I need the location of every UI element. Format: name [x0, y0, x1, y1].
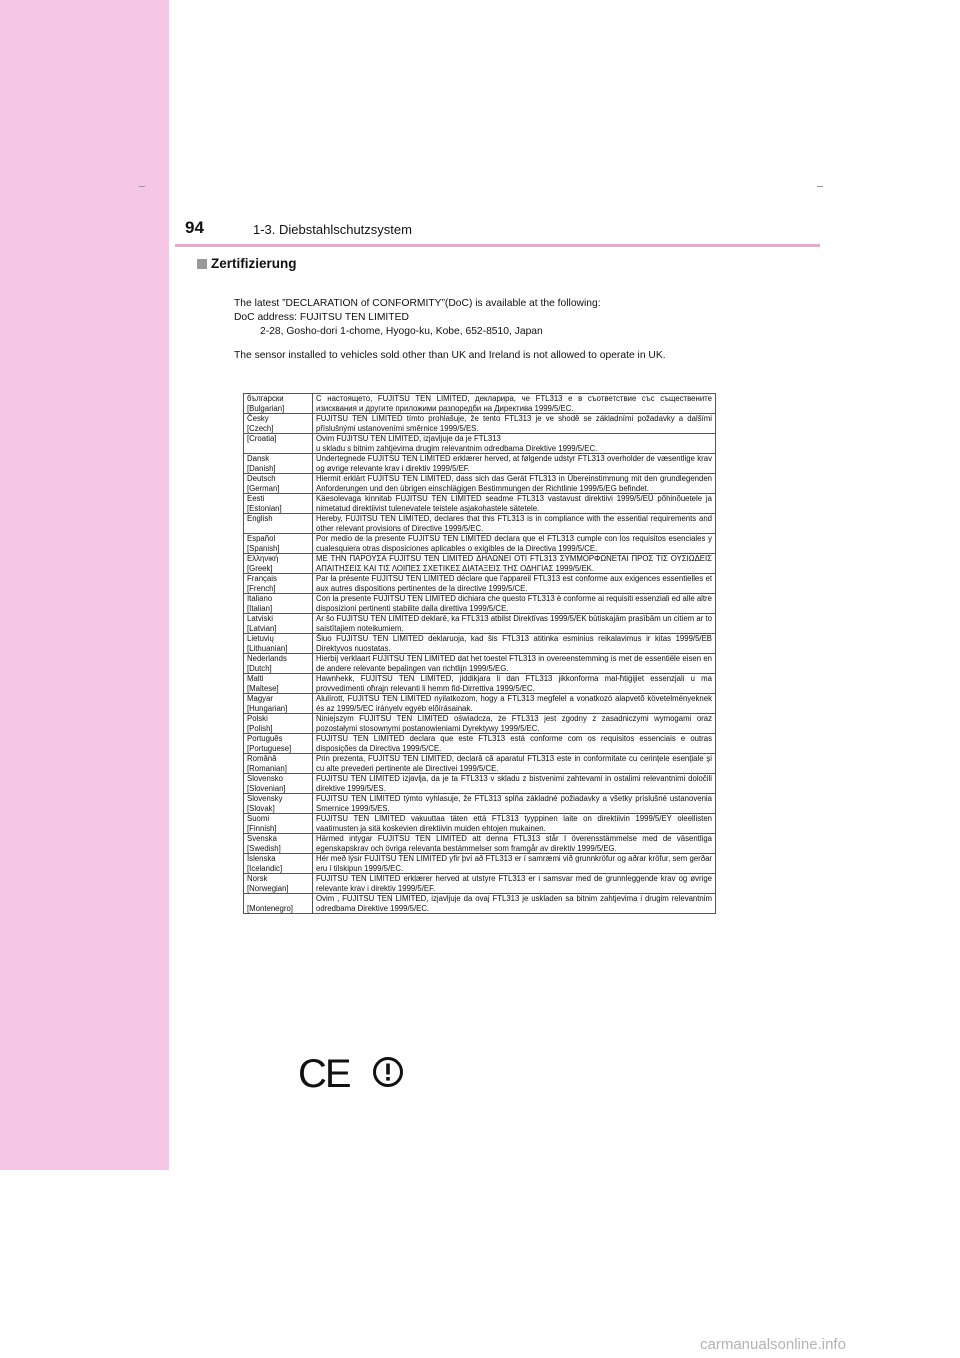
declaration-text-cell: Niniejszym FUJITSU TEN LIMITED oświadcza, że FTL313 jest zgodny z zasadniczymi wymogami oraz pozostałymi stosownymi postanowieniami Dyrektywy 1999/5/EC. — [313, 714, 716, 734]
language-cell: Nederlands [Dutch] — [244, 654, 313, 674]
declaration-text-cell: Šiuo FUJITSU TEN LIMITED deklaruoja, kad šis FTL313 atitinka esminius reikalavimus ir kitas 1999/5/EB Direktyvos nuostatas. — [313, 634, 716, 654]
declaration-text-cell: Hiermit erklärt FUJITSU TEN LIMITED, dass sich das Gerät FTL313 in Übereinstimmung mit den grundlegenden Anforderungen und den übrigen einschlägigen Bestimmungen der Richtlinie 1999/5/EG befindet. — [313, 474, 716, 494]
table-row — [244, 574, 716, 594]
table-row — [244, 434, 716, 454]
table-row — [244, 514, 716, 534]
declaration-text-cell: Ovim FUJITSU TEN LIMITED, izjavljuje da je FTL313 u skladu s bitnim zahtjevima drugim relevantnim odredbama Direktive 1999/5/EC. — [313, 434, 716, 454]
table-row — [244, 814, 716, 834]
language-cell: Polski [Polish] — [244, 714, 313, 734]
table-row — [244, 774, 716, 794]
ce-mark: CE — [298, 1052, 350, 1096]
language-cell: [Montenegro] — [244, 894, 313, 914]
declaration-text-cell: FUJITSU TEN LIMITED izjavlja, da je ta FTL313 v skladu z bistvenimi zahtevami in ostalimi relevantnimi določili direktive 1999/5/ES. — [313, 774, 716, 794]
alert-circle-icon — [372, 1056, 404, 1093]
table-row — [244, 674, 716, 694]
doc-address: DoC address: FUJITSU TEN LIMITED — [234, 312, 409, 323]
language-cell: Suomi [Finnish] — [244, 814, 313, 834]
language-cell: Português [Portuguese] — [244, 734, 313, 754]
language-cell: English — [244, 514, 313, 534]
language-cell: Italiano [Italian] — [244, 594, 313, 614]
table-row — [244, 474, 716, 494]
table-row — [244, 394, 716, 414]
table-row — [244, 854, 716, 874]
side-tab-bar — [0, 0, 169, 1170]
declarations-table — [243, 393, 716, 914]
language-cell: Slovensko [Slovenian] — [244, 774, 313, 794]
sensor-note: The sensor installed to vehicles sold other than UK and Ireland is not allowed to operate in UK. — [234, 350, 666, 361]
declaration-text-cell: Undertegnede FUJITSU TEN LIMITED erklærer herved, at følgende udstyr FTL313 overholder de væsentlige krav og øvrige relevante krav i direktiv 1999/5/EF. — [313, 454, 716, 474]
declaration-text-cell: FUJITSU TEN LIMITED vakuuttaa täten että FTL313 tyyppinen laite on direktiivin 1999/5/EY oleellisten vaatimusten ja sitä koskevien direktiivin muiden ehtojen mukainen. — [313, 814, 716, 834]
language-cell: Lietuvių [Lithuanian] — [244, 634, 313, 654]
section-square-icon — [197, 259, 207, 269]
table-row — [244, 614, 716, 634]
declaration-text-cell: Härmed intygar FUJITSU TEN LIMITED att denna FTL313 står I överensstämmelse med de väsentliga egenskapskrav och övriga relevanta bestämmelser som framgår av direktiv 1999/5/EG. — [313, 834, 716, 854]
section-heading — [197, 256, 297, 271]
declaration-text-cell: Hér með lýsir FUJITSU TEN LIMITED yfir því að FTL313 er í samræmi við grunnkröfur og aðrar kröfur, sem gerðar eru í tilskipun 1999/5/EC. — [313, 854, 716, 874]
table-row — [244, 634, 716, 654]
language-cell: Íslenska [Icelandic] — [244, 854, 313, 874]
language-cell: [Croatia] — [244, 434, 313, 454]
language-cell: Eesti [Estonian] — [244, 494, 313, 514]
declaration-text-cell: Alulírott, FUJITSU TEN LIMITED nyilatkozom, hogy a FTL313 megfelel a vonatkozó alapvetõ követelményeknek és az 1999/5/EC irányelv egyéb elõírásainak. — [313, 694, 716, 714]
watermark: carmanualsonline.info — [700, 1336, 846, 1353]
doc-line: The latest ”DECLARATION of CONFORMITY”(DoC) is available at the following: — [234, 298, 601, 309]
doc-info — [234, 297, 666, 363]
table-row — [244, 654, 716, 674]
declaration-text-cell: Ar šo FUJITSU TEN LIMITED deklarē, ka FTL313 atbilst Direktīvas 1999/5/EK būtiskajām prasībām un citiem ar to saistītajiem noteikumiem. — [313, 614, 716, 634]
declaration-text-cell: FUJITSU TEN LIMITED týmto vyhlasuje, že FTL313 spĺňa základné požiadavky a všetky príslušné ustanovenia Smernice 1999/5/ES. — [313, 794, 716, 814]
declaration-text-cell: ΜΕ ΤΗΝ ΠΑΡΟΥΣΑ FUJITSU TEN LIMITED ΔΗΛΩΝΕΙ ΟΤΙ FTL313 ΣΥΜΜΟΡΦΩΝΕΤΑΙ ΠΡΟΣ ΤΙΣ ΟΥΣΙΩΔΕΙΣ ΑΠΑΙΤΗΣΕΙΣ ΚΑΙ ΤΙΣ ΛΟΙΠΕΣ ΣΧΕΤΙΚΕΣ ΔΙΑΤΑΞΕΙΣ ΤΗΣ ΟΔΗΓΙΑΣ 1999/5/ΕΚ. — [313, 554, 716, 574]
section-title: Zertifizierung — [211, 256, 297, 271]
declaration-text-cell: Par la présente FUJITSU TEN LIMITED déclare que l'appareil FTL313 est conforme aux exigences essentielles et aux autres dispositions pertinentes de la directive 1999/5/CE. — [313, 574, 716, 594]
language-cell: Română [Romanian] — [244, 754, 313, 774]
table-row — [244, 734, 716, 754]
table-row — [244, 694, 716, 714]
table-row — [244, 794, 716, 814]
table-row — [244, 454, 716, 474]
table-row — [244, 534, 716, 554]
declaration-text-cell: Hierbij verklaart FUJITSU TEN LIMITED dat het toestel FTL313 in overeenstemming is met de essentiële eisen en de andere relevante bepalingen van richtlijn 1999/5/EG. — [313, 654, 716, 674]
language-cell: Ελληνική [Greek] — [244, 554, 313, 574]
certification-marks — [298, 1052, 404, 1097]
declaration-text-cell: FUJITSU TEN LIMITED erklærer herved at utstyre FTL313 er i samsvar med de grunnleggende krav og øvrige relevante krav i direktiv 1999/5/EF. — [313, 874, 716, 894]
table-row — [244, 714, 716, 734]
declaration-text-cell: Ovim , FUJITSU TEN LIMITED, izjavljuje da ovaj FTL313 je uskladen sa bitnim zahtjevima i drugim relevantnim odredbama Direktive 1999/5/EC. — [313, 894, 716, 914]
language-cell: български [Bulgarian] — [244, 394, 313, 414]
declaration-text-cell: Käesolevaga kinnitab FUJITSU TEN LIMITED seadme FTL313 vastavust direktiivi 1999/5/EÜ põhinõuetele ja nimetatud direktiivist tulenevatele teistele asjakohastele sätetele. — [313, 494, 716, 514]
language-cell: Norsk [Norwegian] — [244, 874, 313, 894]
language-cell: Slovensky [Slovak] — [244, 794, 313, 814]
table-row — [244, 414, 716, 434]
language-cell: Svenska [Swedish] — [244, 834, 313, 854]
table-row — [244, 594, 716, 614]
language-cell: Español [Spanish] — [244, 534, 313, 554]
header-rule — [175, 244, 820, 247]
doc-address-line: 2-28, Gosho-dori 1-chome, Hyogo-ku, Kobe, 652-8510, Japan — [260, 326, 543, 337]
language-cell: Latviski [Latvian] — [244, 614, 313, 634]
table-row — [244, 874, 716, 894]
declaration-text-cell: FUJITSU TEN LIMITED declara que este FTL313 está conforme com os requisitos essenciais e outras disposições da Directiva 1999/5/CE. — [313, 734, 716, 754]
declaration-text-cell: FUJITSU TEN LIMITED tímto prohlašuje, že tento FTL313 je ve shodě se základními požadavky a dalšími příslušnými ustanoveními směrnice 1999/5/ES. — [313, 414, 716, 434]
page-number: 94 — [185, 218, 204, 237]
declaration-text-cell: С настоящето, FUJITSU TEN LIMITED, декларира, че FTL313 е в съответствие със съществените изисквания и другите приложими разпоредби на Директива 1999/5/ЕС. — [313, 394, 716, 414]
declaration-text-cell: Hawnhekk, FUJITSU TEN LIMITED, jiddikjara li dan FTL313 jikkonforma mal-ħtiġijiet essenzjali u ma provvedimenti oħrajn relevanti li hemm fid-Dirrettiva 1999/5/EC. — [313, 674, 716, 694]
table-row — [244, 554, 716, 574]
crop-mark — [139, 186, 145, 187]
table-row — [244, 754, 716, 774]
table-row — [244, 834, 716, 854]
table-row — [244, 894, 716, 914]
declaration-text-cell: Por medio de la presente FUJITSU TEN LIMITED declara que el FTL313 cumple con los requisitos esenciales y cualesquiera otras disposiciones aplicables o exigibles de la Directiva 1999/5/CE. — [313, 534, 716, 554]
language-cell: Malti [Maltese] — [244, 674, 313, 694]
declaration-text-cell: Hereby, FUJITSU TEN LIMITED, declares that this FTL313 is in compliance with the essential requirements and other relevant provisions of Directive 1999/5/EC. — [313, 514, 716, 534]
language-cell: Dansk [Danish] — [244, 454, 313, 474]
table-row — [244, 494, 716, 514]
declaration-text-cell: Prin prezenta, FUJITSU TEN LIMITED, declară că aparatul FTL313 este in conformitate cu cerinţele esenţiale şi cu alte prevederi pertinente ale Directivei 1999/5/CE. — [313, 754, 716, 774]
language-cell: Deutsch [German] — [244, 474, 313, 494]
declaration-text-cell: Con la presente FUJITSU TEN LIMITED dichiara che questo FTL313 è conforme ai requisiti essenziali ed alle altre disposizioni pertinenti stabilite dalla direttiva 1999/5/CE. — [313, 594, 716, 614]
language-cell: Česky [Czech] — [244, 414, 313, 434]
chapter-title: 1-3. Diebstahlschutzsystem — [253, 222, 412, 237]
language-cell: Français [French] — [244, 574, 313, 594]
language-cell: Magyar [Hungarian] — [244, 694, 313, 714]
crop-mark — [817, 186, 823, 187]
